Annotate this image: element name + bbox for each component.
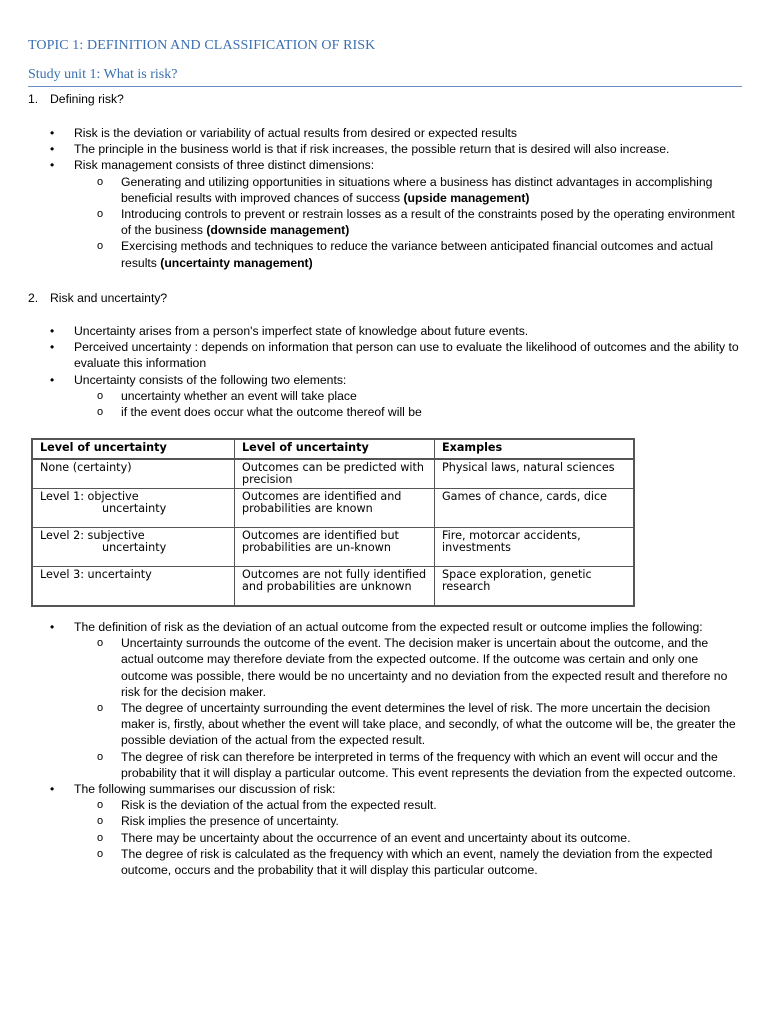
- circle-bullet-icon: o: [97, 847, 104, 860]
- table-cell: Level 2: subjective uncertainty: [32, 528, 235, 567]
- list-item: • Risk management consists of three distinct dimensions:: [50, 158, 375, 173]
- table-cell: Outcomes are identified and probabilities are known: [235, 489, 435, 528]
- table-cell: Physical laws, natural sciences: [435, 459, 635, 489]
- sub-list-item: o Generating and utilizing opportunities in situations where a business has distinct advantages in accomplishing beneficial results with improved chances of success (upside management): [97, 174, 713, 205]
- table-cell: Level 3: uncertainty: [32, 567, 235, 606]
- sub-list-item: o Risk is the deviation of the actual from the expected result.: [97, 798, 437, 813]
- table-row: [32, 459, 634, 489]
- section-title: Risk and uncertainty?: [50, 291, 168, 305]
- circle-bullet-icon: o: [97, 750, 104, 763]
- table-cell: Fire, motorcar accidents, investments: [435, 528, 635, 567]
- sub-list-item: o The degree of risk can therefore be interpreted in terms of the frequency with which an event will occur and the probability that it will display a particular outcome. This event represents the deviation from the expected outcome.: [97, 749, 736, 780]
- bullet-icon: •: [50, 782, 55, 797]
- sub-list-item: o if the event does occur what the outcome thereof will be: [97, 405, 422, 420]
- bullet-icon: •: [50, 324, 55, 338]
- section-1-bullets: [0, 125, 768, 271]
- list-item: • Perceived uncertainty : depends on information that person can use to evaluate the likelihood of outcomes and the ability to evaluate this information: [50, 340, 739, 371]
- table-cell: Space exploration, genetic research: [435, 567, 635, 606]
- section-title: Defining risk?: [50, 92, 124, 106]
- section-2-bullets: [0, 323, 768, 420]
- heading-divider: [28, 86, 742, 87]
- section-number: 1.: [28, 92, 39, 106]
- sub-list-item: o Introducing controls to prevent or restrain losses as a result of the constraints posed by the operating environment of the business (downside management): [97, 207, 735, 238]
- list-item: • The definition of risk as the deviation of an actual outcome from the expected result or outcome implies the following:: [50, 620, 703, 634]
- topic-heading: TOPIC 1: DEFINITION AND CLASSIFICATION OF RISK: [28, 38, 376, 53]
- bullet-icon: •: [50, 158, 55, 173]
- sub-list-item: o uncertainty whether an event will take place: [97, 388, 357, 403]
- list-item: • The following summarises our discussion of risk:: [50, 782, 336, 797]
- bullet-icon: •: [50, 620, 55, 634]
- section-number: 2.: [28, 291, 39, 305]
- column-header: Level of uncertainty: [235, 439, 435, 459]
- circle-bullet-icon: o: [97, 702, 104, 715]
- section-2-heading: [28, 290, 167, 306]
- sub-list-item: o The degree of uncertainty surrounding the event determines the level of risk. The more uncertain the decision maker is, firstly, about whether the event will take place, and secondly, of what the outcome will be, the greater the possible deviation of the actual from the expected result.: [97, 701, 736, 748]
- circle-bullet-icon: o: [97, 389, 104, 402]
- table-cell: Outcomes are not fully identified and probabilities are unknown: [235, 567, 435, 606]
- column-header: Examples: [435, 439, 635, 459]
- bullet-icon: •: [50, 340, 55, 355]
- column-header: Level of uncertainty: [32, 439, 235, 459]
- section-1-heading: [28, 91, 124, 107]
- circle-bullet-icon: o: [97, 208, 104, 221]
- table-row: [32, 528, 634, 567]
- circle-bullet-icon: o: [97, 637, 104, 650]
- study-unit-heading: Study unit 1: What is risk?: [28, 67, 178, 82]
- circle-bullet-icon: o: [97, 799, 104, 812]
- list-item: • The principle in the business world is that if risk increases, the possible return that is desired will also increase.: [50, 142, 670, 157]
- table-cell: Games of chance, cards, dice: [435, 489, 635, 528]
- table-cell: None (certainty): [32, 459, 235, 489]
- circle-bullet-icon: o: [97, 240, 104, 253]
- uncertainty-table: [31, 438, 635, 607]
- sub-list-item: o Uncertainty surrounds the outcome of the event. The decision maker is uncertain about the outcome, and the actual outcome may therefore deviate from the expected outcome. If the outcome was certain and only one outcome was possible, there would be no uncertainty and no deviation from the expected result and therefore no risk for the decision maker.: [97, 636, 728, 699]
- bullet-icon: •: [50, 372, 55, 387]
- list-item: • Uncertainty arises from a person's imperfect state of knowledge about future events.: [50, 324, 529, 338]
- sub-list-item: o Risk implies the presence of uncertainty.: [97, 814, 339, 829]
- sub-list-item: o The degree of risk is calculated as the frequency with which an event, namely the deviation from the expected outcome, occurs and the probability that it will display this particular outcome.: [97, 846, 713, 878]
- table-row: [32, 567, 634, 606]
- table-row: [32, 489, 634, 528]
- circle-bullet-icon: o: [97, 815, 104, 828]
- bullet-icon: •: [50, 126, 55, 140]
- table-cell: Level 1: objective uncertainty: [32, 489, 235, 528]
- implications-list: [0, 619, 768, 878]
- table-cell: Outcomes can be predicted with precision: [235, 459, 435, 489]
- list-item: • Risk is the deviation or variability of actual results from desired or expected results: [50, 126, 518, 140]
- list-item: • Uncertainty consists of the following two elements:: [50, 372, 347, 387]
- table-cell: Outcomes are identified but probabilities are un-known: [235, 528, 435, 567]
- circle-bullet-icon: o: [97, 831, 104, 844]
- circle-bullet-icon: o: [97, 175, 104, 188]
- sub-list-item: o Exercising methods and techniques to reduce the variance between anticipated financial outcomes and actual results (uncertainty management): [97, 239, 714, 270]
- sub-list-item: o There may be uncertainty about the occurrence of an event and uncertainty about its outcome.: [97, 830, 631, 845]
- table-header-row: [32, 439, 634, 459]
- circle-bullet-icon: o: [97, 406, 104, 419]
- bullet-icon: •: [50, 142, 55, 157]
